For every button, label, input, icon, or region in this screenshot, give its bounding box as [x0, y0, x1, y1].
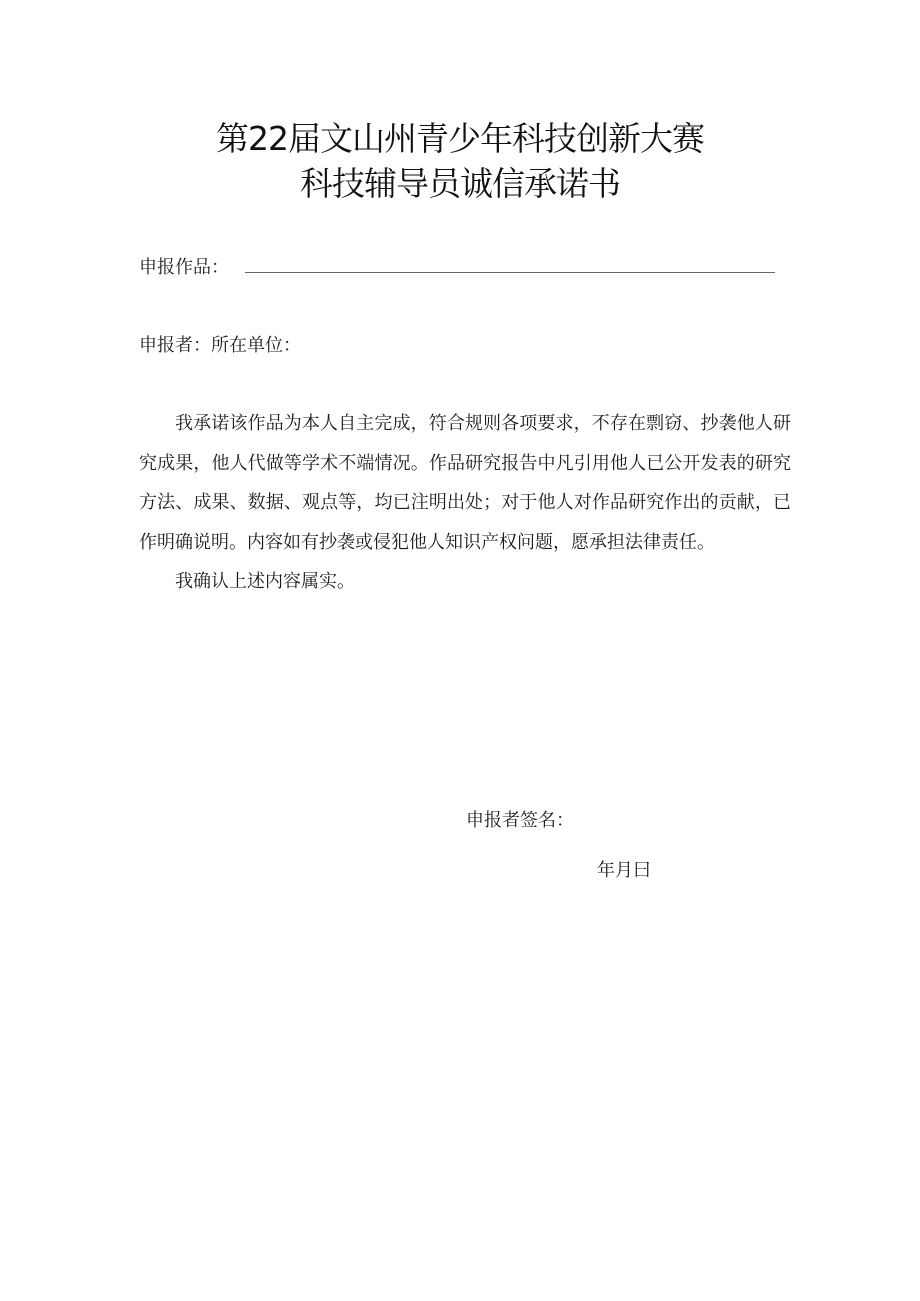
- work-field-label: 申报作品：: [139, 257, 229, 278]
- signature-label: 申报者签名：: [466, 810, 574, 831]
- work-field-underline: [245, 272, 775, 273]
- title-line-2: 科技辅导员诚信承诺书: [300, 164, 620, 203]
- date-label: 年月曰: [597, 860, 651, 881]
- pledge-paragraph-1: 我承诺该作品为本人自主完成，符合规则各项要求，不存在剽窃、抄袭他人研究成果，他人代做等学术不端情况。作品研究报告中凡引用他人已公开发表的研究方法、成果、数据、观点等，均已注明出处；对于他人对作品研究作出的贡献，已作明确说明。内容如有抄袭或侵犯他人知识产权问题，愿承担法律责任。: [139, 413, 791, 553]
- title-line-1: 第22届文山州青少年科技创新大赛: [216, 119, 704, 158]
- pledge-body: [139, 404, 791, 602]
- pledge-paragraph-2: 我确认上述内容属实。: [175, 571, 355, 592]
- applicant-unit-label: 申报者：所在单位：: [139, 335, 301, 356]
